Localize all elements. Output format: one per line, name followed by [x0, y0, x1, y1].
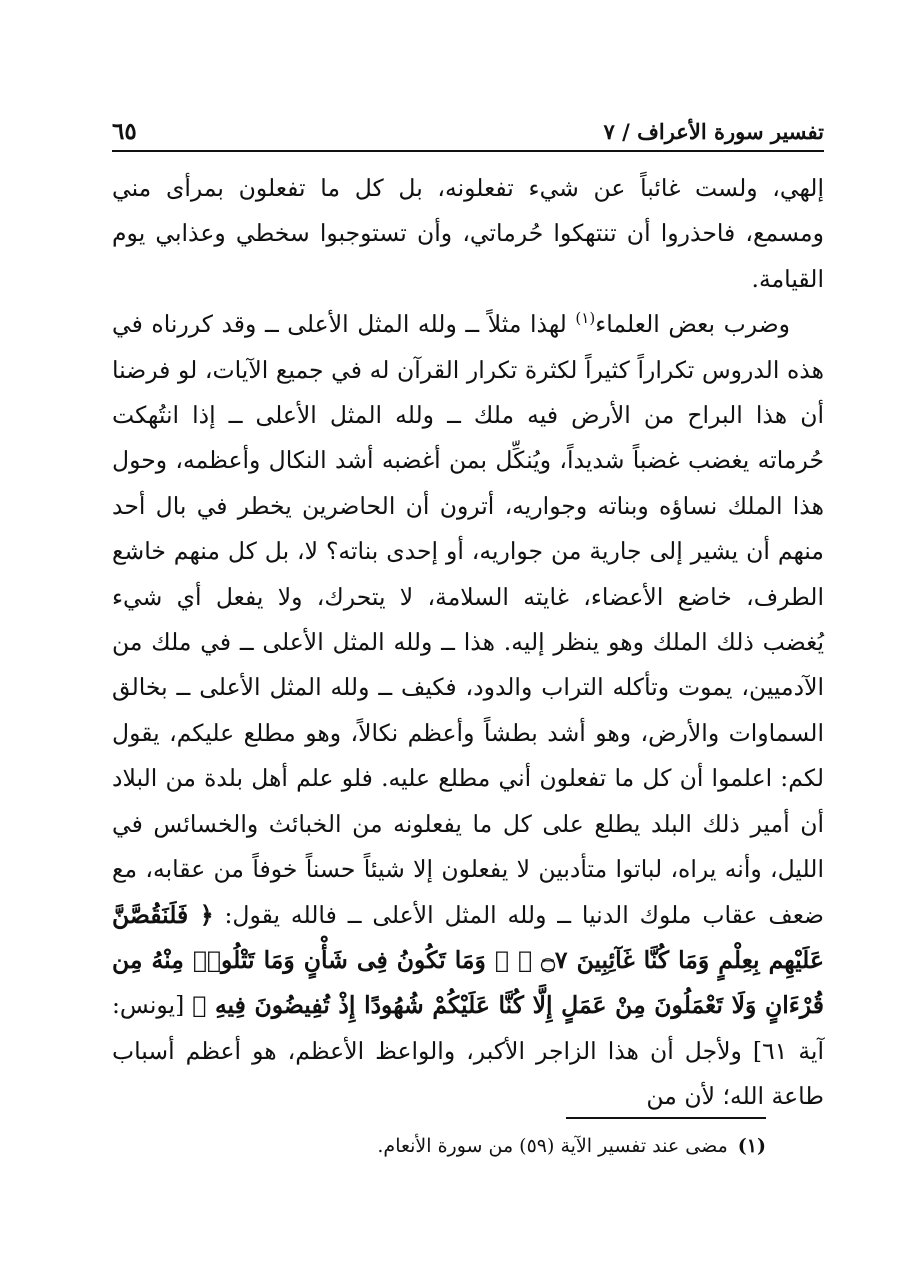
paragraph-1: إلهي، ولست غائباً عن شيء تفعلونه، بل كل ما تفعلون بمرأى مني ومسمع، فاحذروا أن تنتهكوا حُرماتي، وأن تستوجبوا سخطي وعذابي يوم القيامة. [112, 174, 824, 293]
footnote-reference: (١) [575, 309, 596, 328]
quran-verse-2: ﴿ وَمَا تَكُونُ فِى شَأْنٍ وَمَا تَتْلُوا۟ مِنْهُ مِن قُرْءَانٍ وَلَا تَعْمَلُونَ مِنْ عَمَلٍ إِلَّا كُنَّا عَلَيْكُمْ شُهُودًا إِذْ تُفِيضُونَ فِيهِ ﴾ [112, 945, 824, 1020]
running-header [112, 112, 824, 152]
footnote-text: مضى عند تفسير الآية (٥٩) من سورة الأنعام. [377, 1135, 728, 1157]
quran-verse-1: ﴿ فَلَنَقُصَّنَّ عَلَيْهِم بِعِلْمٍ وَمَا كُنَّا غَآئِبِينَ ۝٧ ﴾ [112, 900, 824, 974]
footnote [112, 1131, 766, 1161]
paragraph-2-end: [يونس: آية ٦١] ولأجل أن هذا الزاجر الأكبر، والواعظ الأعظم، هو أعظم أسباب طاعة الله؛ لأن من [112, 991, 825, 1111]
paragraph-2 [112, 302, 824, 1119]
footnote-separator [566, 1117, 766, 1119]
page-number: ٦٥ [112, 117, 137, 145]
paragraph-2-body: لهذا مثلاً ــ ولله المثل الأعلى ــ وقد كررناه في هذه الدروس تكراراً كثيراً لكثرة تكرار القرآن له في جميع الآيات، لو فرضنا أن هذا البراح من الأرض فيه ملك ــ ولله المثل الأعلى ــ إذا انتُهكت حُرماته يغضب غضباً شديداً، ويُنكِّل بمن أغضبه أشد النكال وأعظمه، وحول هذا الملك نساؤه وبناته وجواريه، أترون أن الحاضرين يخطر في بال أحد منهم أن يشير إلى جارية من جواريه، أو إحدى بناته؟ لا، بل كل منهم خاشع الطرف، خاضع الأعضاء، غايته السلامة، لا يتحرك، ولا يفعل أي شيء يُغضب ذلك الملك وهو ينظر إليه. هذا ــ ولله المثل الأعلى ــ في ملك من الآدميين، يموت وتأكله التراب والدود، فكيف ــ ولله المثل الأعلى ــ بخالق السماوات والأرض، وهو أشد بطشاً وأعظم نكالاً، وهو مطلع عليكم، يقول لكم: اعلموا أن كل ما تفعلون أني مطلع عليه. فلو علم أهل بلدة من البلاد أن أمير ذلك البلد يطلع على كل ما يفعلونه من الخبائث والخسائس في الليل، وأنه يراه، لباتوا متأدبين لا يفعلون إلا شيئاً حسناً خوفاً من عقابه، مع ضعف عقاب ملوك الدنيا ــ ولله المثل الأعلى ــ فالله يقول: [112, 310, 824, 929]
footnote-number: (١) [737, 1135, 766, 1157]
paragraph-2-start: وضرب بعض العلماء [595, 310, 791, 339]
running-title: تفسير سورة الأعراف / ٧ [603, 118, 824, 144]
main-text [112, 166, 824, 1120]
